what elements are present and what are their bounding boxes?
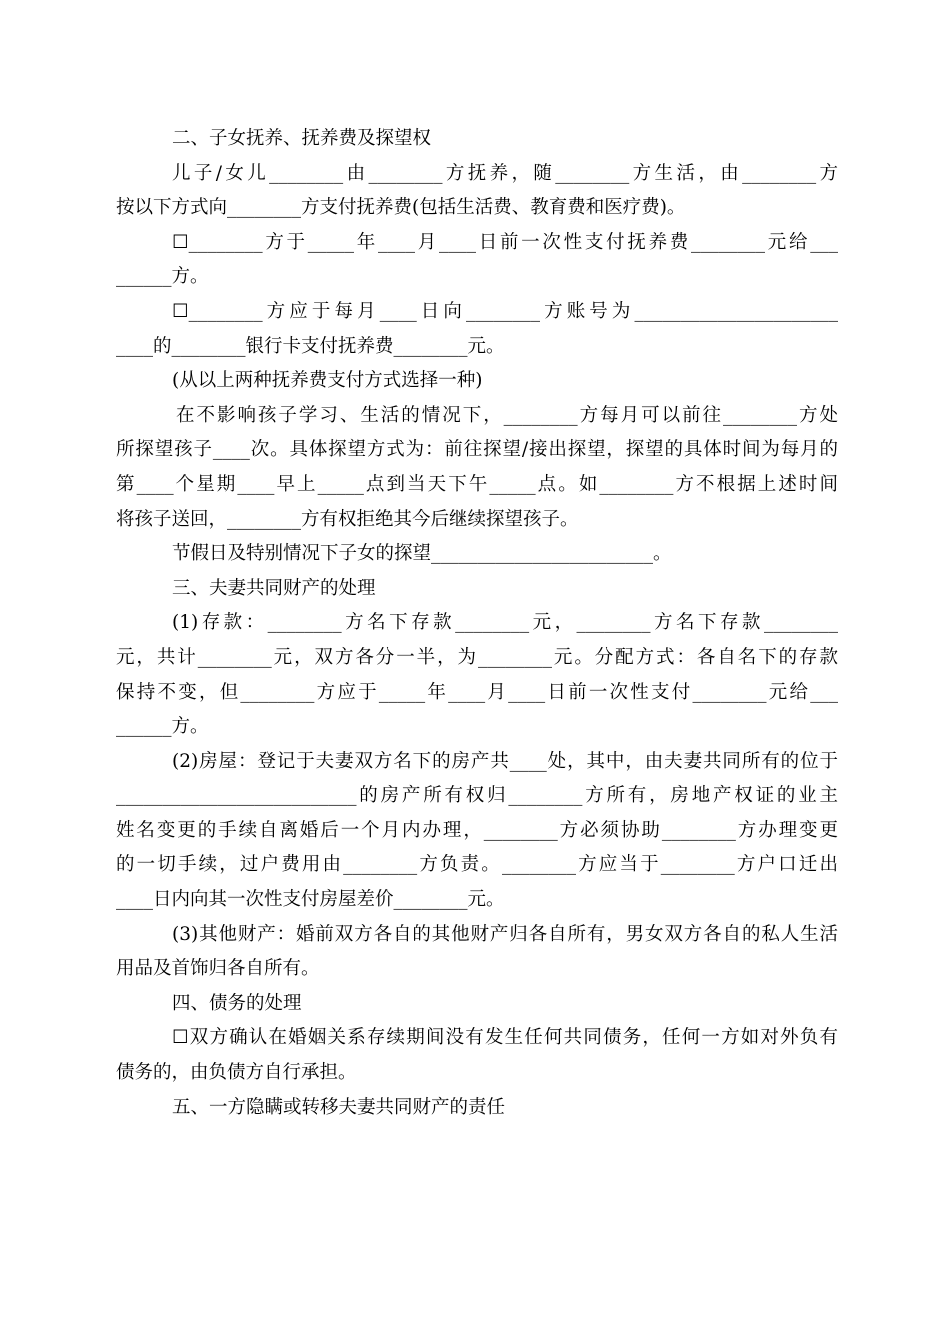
paragraph-line: (1)存款：________方名下存款________元，________方名下存款________	[172, 612, 838, 634]
paragraph-line: 债务的，由负债方自行承担。	[116, 1062, 357, 1084]
paragraph-line: 儿子/女儿________由________方抚养，随________方生活，由________方	[172, 162, 838, 184]
note-line: (从以上两种抚养费支付方式选择一种)	[172, 370, 483, 392]
checkbox-option-no-debt: ☐双方确认在婚姻关系存续期间没有发生任何共同债务，任何一方如对外负有	[172, 1027, 838, 1049]
paragraph-line: 保持不变，但________方应于_____年____月____日前一次性支付________元给___	[116, 681, 838, 703]
section-heading-concealment: 五、一方隐瞒或转移夫妻共同财产的责任	[172, 1096, 506, 1118]
checkbox-option-monthly: ☐________方应于每月____日向________方账号为______________________	[172, 300, 838, 322]
paragraph-line: (3)其他财产：婚前双方各自的其他财产归各自所有，男女双方各自的私人生活	[172, 923, 838, 945]
section-heading-debts: 四、债务的处理	[172, 992, 302, 1014]
paragraph-line: 所探望孩子____次。具体探望方式为：前往探望/接出探望，探望的具体时间为每月的	[116, 439, 838, 461]
paragraph-line: ____的________银行卡支付抚养费________元。	[116, 335, 505, 357]
paragraph-line: 节假日及特别情况下子女的探望________________________。	[172, 543, 672, 565]
paragraph-line: 第____个星期____早上_____点到当天下午_____点。如________方不根据上述时间	[116, 473, 838, 495]
paragraph-line: (2)房屋：登记于夫妻双方名下的房产共____处，其中，由夫妻共同所有的位于	[172, 750, 838, 772]
section-heading-custody: 二、子女抚养、抚养费及探望权	[172, 128, 432, 149]
paragraph-line: __________________________的房产所有权归________方所有，房地产权证的业主	[116, 785, 838, 807]
paragraph-line: 按以下方式向________方支付抚养费(包括生活费、教育费和医疗费)。	[116, 197, 686, 219]
checkbox-option-lump-sum: ☐________方于_____年____月____日前一次性支付抚养费________元给___	[172, 231, 838, 253]
paragraph-line: 的一切手续，过户费用由________方负责。________方应当于________方户口迁出	[116, 854, 838, 876]
paragraph-line: 用品及首饰归各自所有。	[116, 958, 320, 980]
section-heading-property: 三、夫妻共同财产的处理	[172, 577, 376, 599]
paragraph-line: ______方。	[116, 716, 209, 738]
paragraph-line: 将孩子送回，________方有权拒绝其今后继续探望孩子。	[116, 508, 579, 530]
document-body	[116, 122, 838, 1125]
paragraph-line: 元，共计________元，双方各分一半，为________元。分配方式：各自名下的存款	[116, 646, 838, 668]
paragraph-line: 姓名变更的手续自离婚后一个月内办理，________方必须协助________方办理变更	[116, 819, 838, 841]
paragraph-line: 在不影响孩子学习、生活的情况下，________方每月可以前往________方处	[176, 404, 838, 426]
paragraph-line: ______方。	[116, 266, 209, 288]
paragraph-line: ____日内向其一次性支付房屋差价________元。	[116, 889, 505, 911]
